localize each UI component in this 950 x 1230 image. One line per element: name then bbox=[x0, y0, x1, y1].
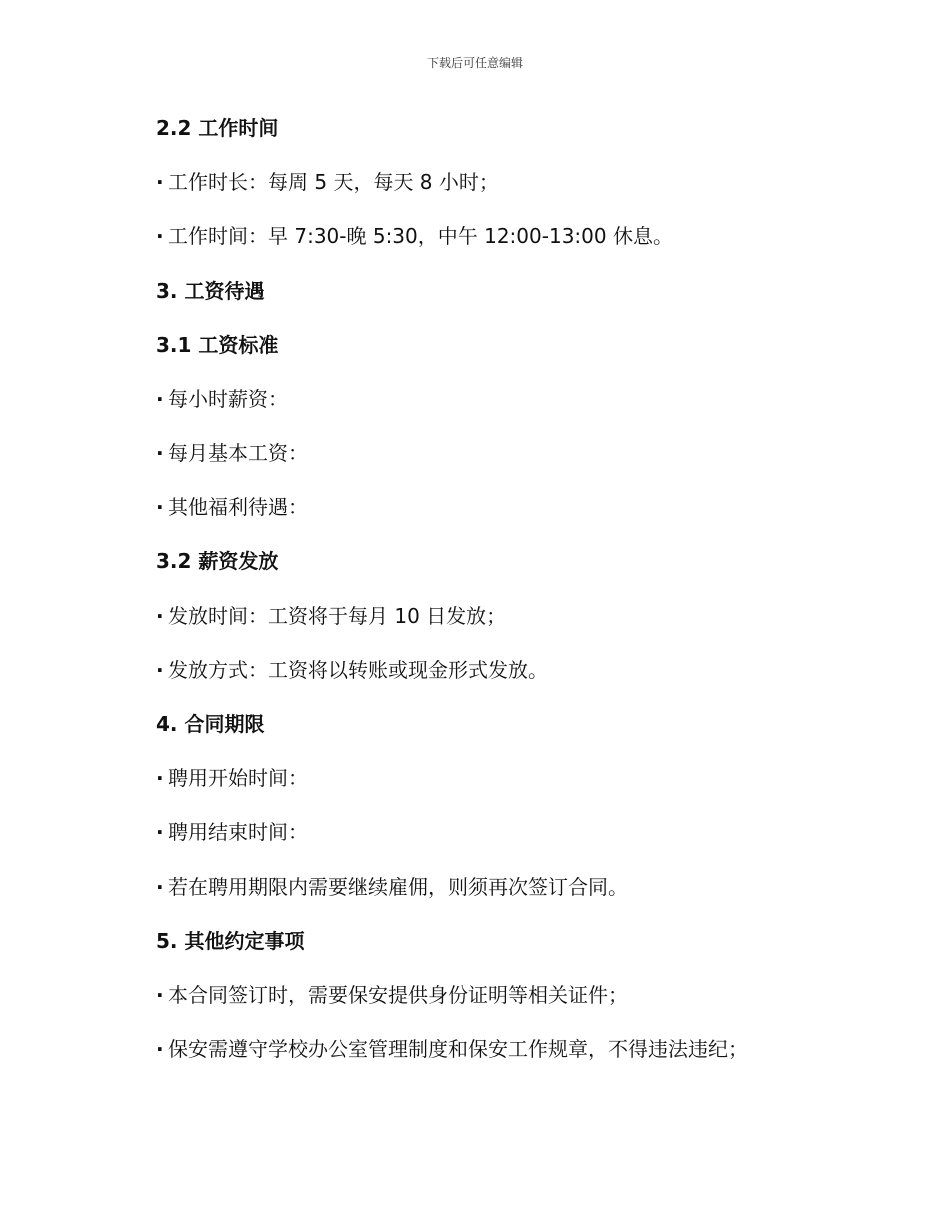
list-item-pay-method: · 发放方式：工资将以转账或现金形式发放。 bbox=[156, 656, 548, 684]
list-item-rules-compliance: · 保安需遵守学校办公室管理制度和保安工作规章，不得违法违纪； bbox=[156, 1035, 748, 1063]
section-heading-4: 4. 合同期限 bbox=[156, 712, 265, 736]
section-heading-3-2: 3.2 薪资发放 bbox=[156, 549, 279, 573]
list-item-hourly-pay: · 每小时薪资： bbox=[156, 385, 288, 413]
list-item-renewal: · 若在聘用期限内需要继续雇佣，则须再次签订合同。 bbox=[156, 873, 628, 901]
section-heading-5: 5. 其他约定事项 bbox=[156, 929, 305, 953]
list-item-work-hours: · 工作时间：早 7:30-晚 5:30，中午 12:00-13:00 休息。 bbox=[156, 222, 673, 250]
list-item-monthly-salary: · 每月基本工资： bbox=[156, 439, 308, 467]
section-heading-3-1: 3.1 工资标准 bbox=[156, 333, 279, 357]
section-heading-3: 3. 工资待遇 bbox=[156, 279, 265, 303]
list-item-pay-date: · 发放时间：工资将于每月 10 日发放； bbox=[156, 602, 506, 630]
list-item-end-date: · 聘用结束时间： bbox=[156, 818, 308, 846]
page-header-note: 下载后可任意编辑 bbox=[426, 56, 523, 70]
list-item-id-documents: · 本合同签订时，需要保安提供身份证明等相关证件； bbox=[156, 981, 628, 1009]
section-heading-2-2: 2.2 工作时间 bbox=[156, 116, 279, 140]
list-item-work-duration: · 工作时长：每周 5 天，每天 8 小时； bbox=[156, 168, 499, 196]
list-item-start-date: · 聘用开始时间： bbox=[156, 764, 308, 792]
list-item-other-benefits: · 其他福利待遇： bbox=[156, 493, 308, 521]
